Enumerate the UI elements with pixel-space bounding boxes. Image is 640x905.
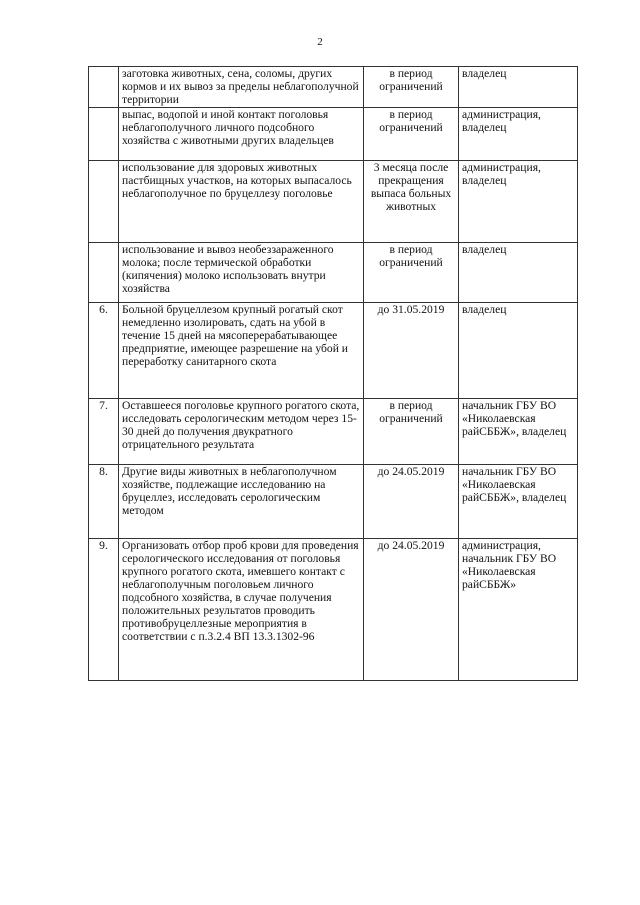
responsible-party-cell <box>459 243 578 303</box>
table-row <box>89 303 578 399</box>
deadline-cell <box>364 161 459 243</box>
measure-text: выпас, водопой и иной контакт поголовья неблагополучного личного подсобного хозяйства с животными других владельцев <box>122 108 334 147</box>
responsible-party: владелец <box>462 303 507 316</box>
table-body <box>89 67 578 681</box>
responsible-party-cell <box>459 67 578 108</box>
measure-text-cell <box>119 465 364 539</box>
row-number-cell <box>89 108 119 161</box>
row-number-cell <box>89 303 119 399</box>
row-number: 8. <box>99 465 108 478</box>
measure-text-cell <box>119 161 364 243</box>
deadline-cell <box>364 108 459 161</box>
measure-text-cell <box>119 303 364 399</box>
responsible-party-cell <box>459 539 578 681</box>
measure-text: Другие виды животных в неблагополучном хозяйстве, подлежащие исследованию на бруцеллез, исследовать серологическим методом <box>122 465 337 517</box>
table-row <box>89 399 578 465</box>
measures-table <box>88 66 578 681</box>
row-number: 6. <box>99 303 108 316</box>
responsible-party: администрация, владелец <box>462 108 541 134</box>
row-number-cell <box>89 539 119 681</box>
deadline: в период ограничений <box>379 243 443 269</box>
measure-text: Оставшееся поголовье крупного рогатого скота, исследовать серологическим методом через 15-30 дней до получения двукратного отрицательного результата <box>122 399 360 451</box>
deadline: до 24.05.2019 <box>377 465 445 478</box>
measure-text-cell <box>119 243 364 303</box>
deadline: до 31.05.2019 <box>377 303 445 316</box>
deadline: в период ограничений <box>379 67 443 93</box>
measure-text-cell <box>119 399 364 465</box>
responsible-party-cell <box>459 303 578 399</box>
deadline-cell <box>364 243 459 303</box>
deadline: 3 месяца после прекращения выпаса больных животных <box>370 161 452 213</box>
responsible-party-cell <box>459 399 578 465</box>
row-number: 9. <box>99 539 108 552</box>
table-row <box>89 465 578 539</box>
table-row <box>89 67 578 108</box>
row-number: 7. <box>99 399 108 412</box>
measure-text-cell <box>119 539 364 681</box>
deadline: до 24.05.2019 <box>377 539 445 552</box>
measure-text-cell <box>119 108 364 161</box>
deadline-cell <box>364 399 459 465</box>
responsible-party: администрация, владелец <box>462 161 541 187</box>
measure-text-cell <box>119 67 364 108</box>
row-number-cell <box>89 399 119 465</box>
page-number: 2 <box>317 36 323 48</box>
row-number-cell <box>89 161 119 243</box>
responsible-party: владелец <box>462 67 507 80</box>
table-row <box>89 161 578 243</box>
measure-text: Больной бруцеллезом крупный рогатый скот немедленно изолировать, сдать на убой в течение 15 дней на мясоперерабатывающее предприятие, имеющее разрешение на убой и переработку санитарного скота <box>122 303 348 368</box>
deadline-cell <box>364 303 459 399</box>
responsible-party: начальник ГБУ ВО «Николаевская райСББЖ», владелец <box>462 399 567 438</box>
deadline-cell <box>364 67 459 108</box>
table-row <box>89 108 578 161</box>
row-number-cell <box>89 67 119 108</box>
responsible-party-cell <box>459 108 578 161</box>
row-number-cell <box>89 465 119 539</box>
responsible-party: администрация, начальник ГБУ ВО «Николаевская райСББЖ» <box>462 539 557 591</box>
responsible-party-cell <box>459 465 578 539</box>
measure-text: использование и вывоз необеззараженного молока; после термической обработки (кипячения) молоко использовать внутри хозяйства <box>122 243 334 295</box>
deadline: в период ограничений <box>379 108 443 134</box>
table-row <box>89 539 578 681</box>
deadline-cell <box>364 539 459 681</box>
measure-text: Организовать отбор проб крови для проведения серологического исследования от поголовья крупного рогатого скота, имевшего контакт с неблагополучным поголовьем личного подсобного хозяйства, в случае получения положительных результатов проводить противобруцеллезные мероприятия в соответствии с п.3.2.4 ВП 13.3.1302-96 <box>122 539 359 643</box>
responsible-party-cell <box>459 161 578 243</box>
deadline-cell <box>364 465 459 539</box>
responsible-party: начальник ГБУ ВО «Николаевская райСББЖ», владелец <box>462 465 567 504</box>
measure-text: использование для здоровых животных пастбищных участков, на которых выпасалось неблагополучное по бруцеллезу поголовье <box>122 161 352 200</box>
deadline: в период ограничений <box>379 399 443 425</box>
responsible-party: владелец <box>462 243 507 256</box>
measure-text: заготовка животных, сена, соломы, других кормов и их вывоз за пределы неблагополучной территории <box>122 67 359 106</box>
table-row <box>89 243 578 303</box>
row-number-cell <box>89 243 119 303</box>
